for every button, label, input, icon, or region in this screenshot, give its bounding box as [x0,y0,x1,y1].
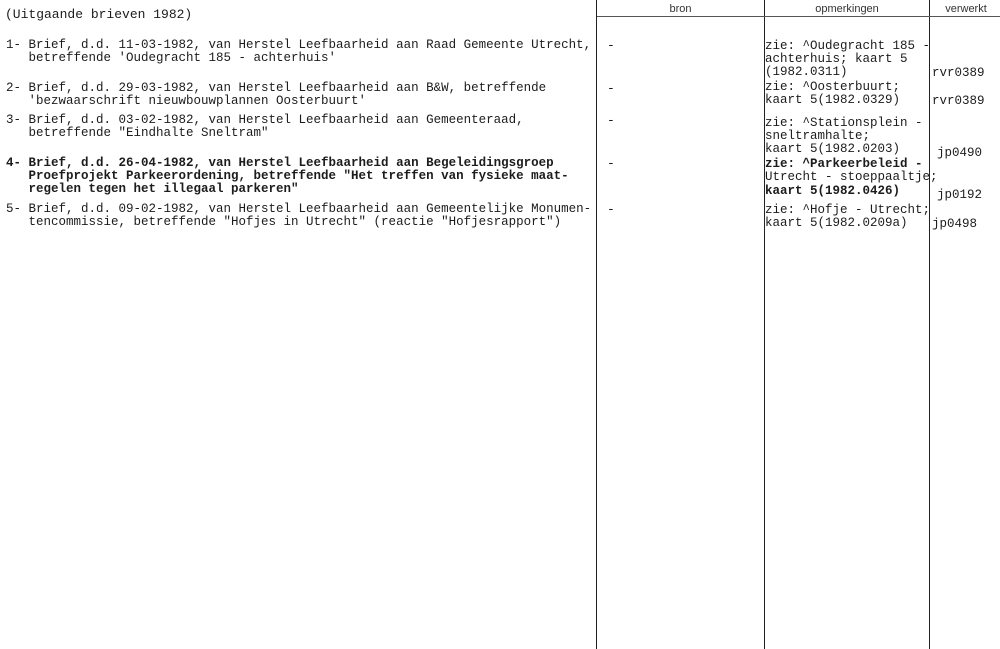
verwerkt-value: jp0192 [937,188,983,202]
entry-line: 4- Brief, d.d. 26-04-1982, van Herstel Leefbaarheid aan Begeleidingsgroep [6,156,554,170]
opmerking-line: zie: ^Oosterbuurt; [765,80,901,94]
opmerking-line: zie: ^Oudegracht 185 - [765,39,931,53]
entry-line: betreffende 'Oudegracht 185 - achterhuis' [6,51,337,65]
header-rule [597,16,1000,17]
bron-value: - [607,156,615,171]
column-divider-verwerkt [929,0,930,649]
column-header-bron: bron [669,3,692,15]
opmerking-line: kaart 5(1982.0329) [765,93,901,107]
verwerkt-value: rvr0389 [932,94,985,108]
opmerking-line: zie: ^Hofje - Utrecht; [765,203,931,217]
opmerking-line: Utrecht - stoeppaaltje; [765,170,938,184]
opmerking-line: kaart 5(1982.0209a) [765,216,908,230]
opmerking-line: (1982.0311) [765,65,848,79]
opmerking-line: zie: ^Stationsplein - [765,116,923,130]
entry-line: 'bezwaarschrift nieuwbouwplannen Oosterbuurt' [6,94,367,108]
opmerking-line: sneltramhalte; [765,129,871,143]
bron-value: - [607,202,615,217]
entry-line: Proefprojekt Parkeerordening, betreffende "Het treffen van fysieke maat- [6,169,569,183]
bron-value: - [607,81,615,96]
opmerking-line: achterhuis; kaart 5 [765,52,908,66]
verwerkt-value: jp0498 [932,217,978,231]
bron-value: - [607,113,615,128]
entry-line: tencommissie, betreffende "Hofjes in Utrecht" (reactie "Hofjesrapport") [6,215,562,229]
verwerkt-value: rvr0389 [932,66,985,80]
entry-line: 5- Brief, d.d. 09-02-1982, van Herstel Leefbaarheid aan Gemeentelijke Monumen- [6,202,592,216]
entry-line: 1- Brief, d.d. 11-03-1982, van Herstel Leefbaarheid aan Raad Gemeente Utrecht, [6,38,592,52]
page-title: (Uitgaande brieven 1982) [5,7,193,22]
column-divider-bron [596,0,597,649]
opmerking-line: kaart 5(1982.0203) [765,142,901,156]
column-header-opmerkingen: opmerkingen [815,3,879,15]
entry-line: 3- Brief, d.d. 03-02-1982, van Herstel Leefbaarheid aan Gemeenteraad, [6,113,524,127]
entry-line: regelen tegen het illegaal parkeren" [6,182,299,196]
column-header-verwerkt: verwerkt [945,3,987,15]
bron-value: - [607,38,615,53]
opmerking-line: zie: ^Parkeerbeleid - [765,157,923,171]
verwerkt-value: jp0490 [937,146,983,160]
opmerking-line: kaart 5(1982.0426) [765,184,901,198]
entry-line: 2- Brief, d.d. 29-03-1982, van Herstel Leefbaarheid aan B&W, betreffende [6,81,547,95]
entry-line: betreffende "Eindhalte Sneltram" [6,126,269,140]
